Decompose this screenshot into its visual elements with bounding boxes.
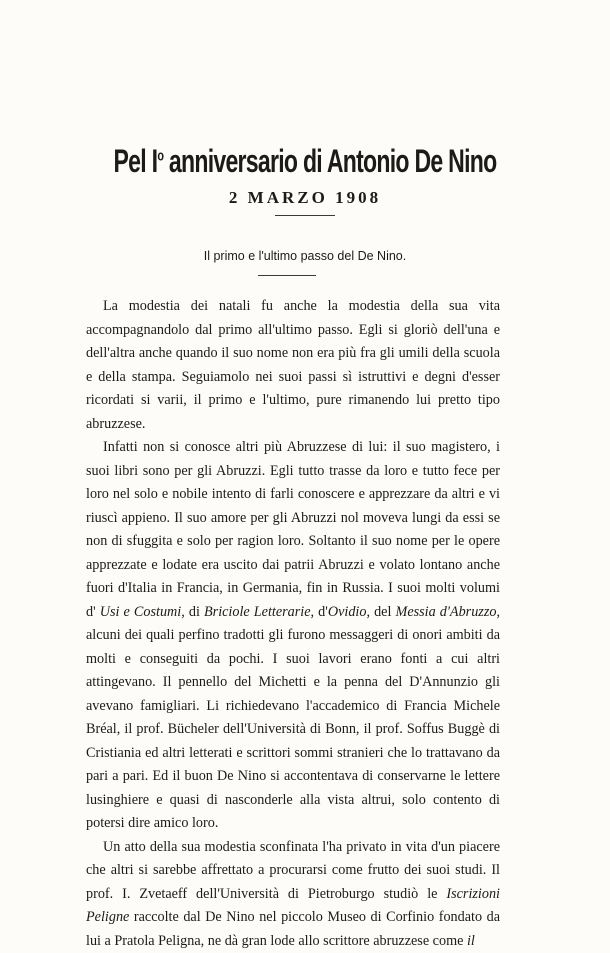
p2-text-d: , del — [366, 604, 395, 620]
body-text — [86, 295, 500, 953]
title-ordinal: o — [157, 147, 163, 164]
p2-text-e: , alcuni dei quali perfino tradotti gli furono messaggeri di onori ambiti da molti e conseguiti da pochi. I suoi lavori erano fonti a cui altri attingevano. Il pennello del Michetti e la penna del D'Annunzio gli avevano famigliari. Li richiedevano l'accademico di Francia Michele Bréal, il prof. Bücheler dell'Università di Bonn, il prof. Soffus Buggè di Cristiania ed altri letterati e scrittori sommi stranieri che lo trattavano da pari a pari. Ed il buon De Nino si accontentava di conservarne le lettere lusinghiere e quasi di nasconderle alla vista altrui, solo contento di potersi dire amico loro. — [86, 604, 500, 832]
title-main: Pel I — [114, 143, 158, 179]
divider-top — [275, 215, 335, 216]
p1-text: La modestia dei natali fu anche la modestia della sua vita accompagnandolo dal primo all'ultimo passo. Egli si gloriò dell'una e dell'altra anche quando il suo nome non era più fra gli umili della scuola e della stampa. Seguiamolo nei suoi passi sì istruttivi e degni d'esser ricordati si varii, il primo e l'ultimo, pure rimanendo lui pretto tipo abruzzese. — [86, 298, 500, 432]
p3-text-b: raccolte dal De Nino nel piccolo Museo di Corfinio fondato da lui a Pratola Peligna, ne dà gran lode allo scrittore abruzzese come — [86, 909, 500, 949]
p2-text-b: , di — [181, 604, 204, 620]
p2-title-briciole: Briciole Letterarie — [204, 604, 311, 620]
paragraph-1 — [86, 295, 500, 436]
p2-text-a: Infatti non si conosce altri più Abruzzese di lui: il suo magistero, i suoi libri sono per gli Abruzzi. Egli tutto trasse da loro e tutto fece per loro nel solo e nobile intento di farli conoscere e apprezzare da altri e vi riuscì appieno. Il suo amore per gli Abruzzi nol moveva lungi da essi se non di sfuggita e solo per ragion loro. Soltanto il suo nome per le opere apprezzate e lodate era uscito dai patrii Abruzzi e volato lontano anche fuori d'Italia in Francia, in Germania, fin in Russia. I suoi molti volumi d' — [86, 439, 500, 620]
p2-title-messia: Messia d'Abruzzo — [396, 604, 497, 620]
page-title — [85, 141, 524, 181]
title-rest: anniversario di Antonio De Nino — [163, 143, 496, 179]
p2-title-ovidio: Ovidio — [328, 604, 367, 620]
p3-text-a: Un atto della sua modestia sconfinata l'ha privato in vita d'un piacere che altri si sarebbe affrettato a procurarsi come frutto dei suoi studi. Il prof. I. Zvetaeff dell'Università di Pietroburgo studiò le — [86, 839, 500, 902]
date-heading: 2 MARZO 1908 — [0, 187, 610, 209]
p3-italic-il: il — [467, 933, 475, 949]
section-subtitle: Il primo e l'ultimo passo del De Nino. — [0, 248, 610, 264]
paragraph-3 — [86, 836, 500, 953]
p3-title-iscrizioni: Iscrizioni Peligne — [86, 886, 500, 926]
p2-text-c: , d' — [311, 604, 328, 620]
p2-title-usi: Usi e Costumi — [100, 604, 181, 620]
divider-bottom — [258, 275, 316, 276]
paragraph-2 — [86, 436, 500, 836]
